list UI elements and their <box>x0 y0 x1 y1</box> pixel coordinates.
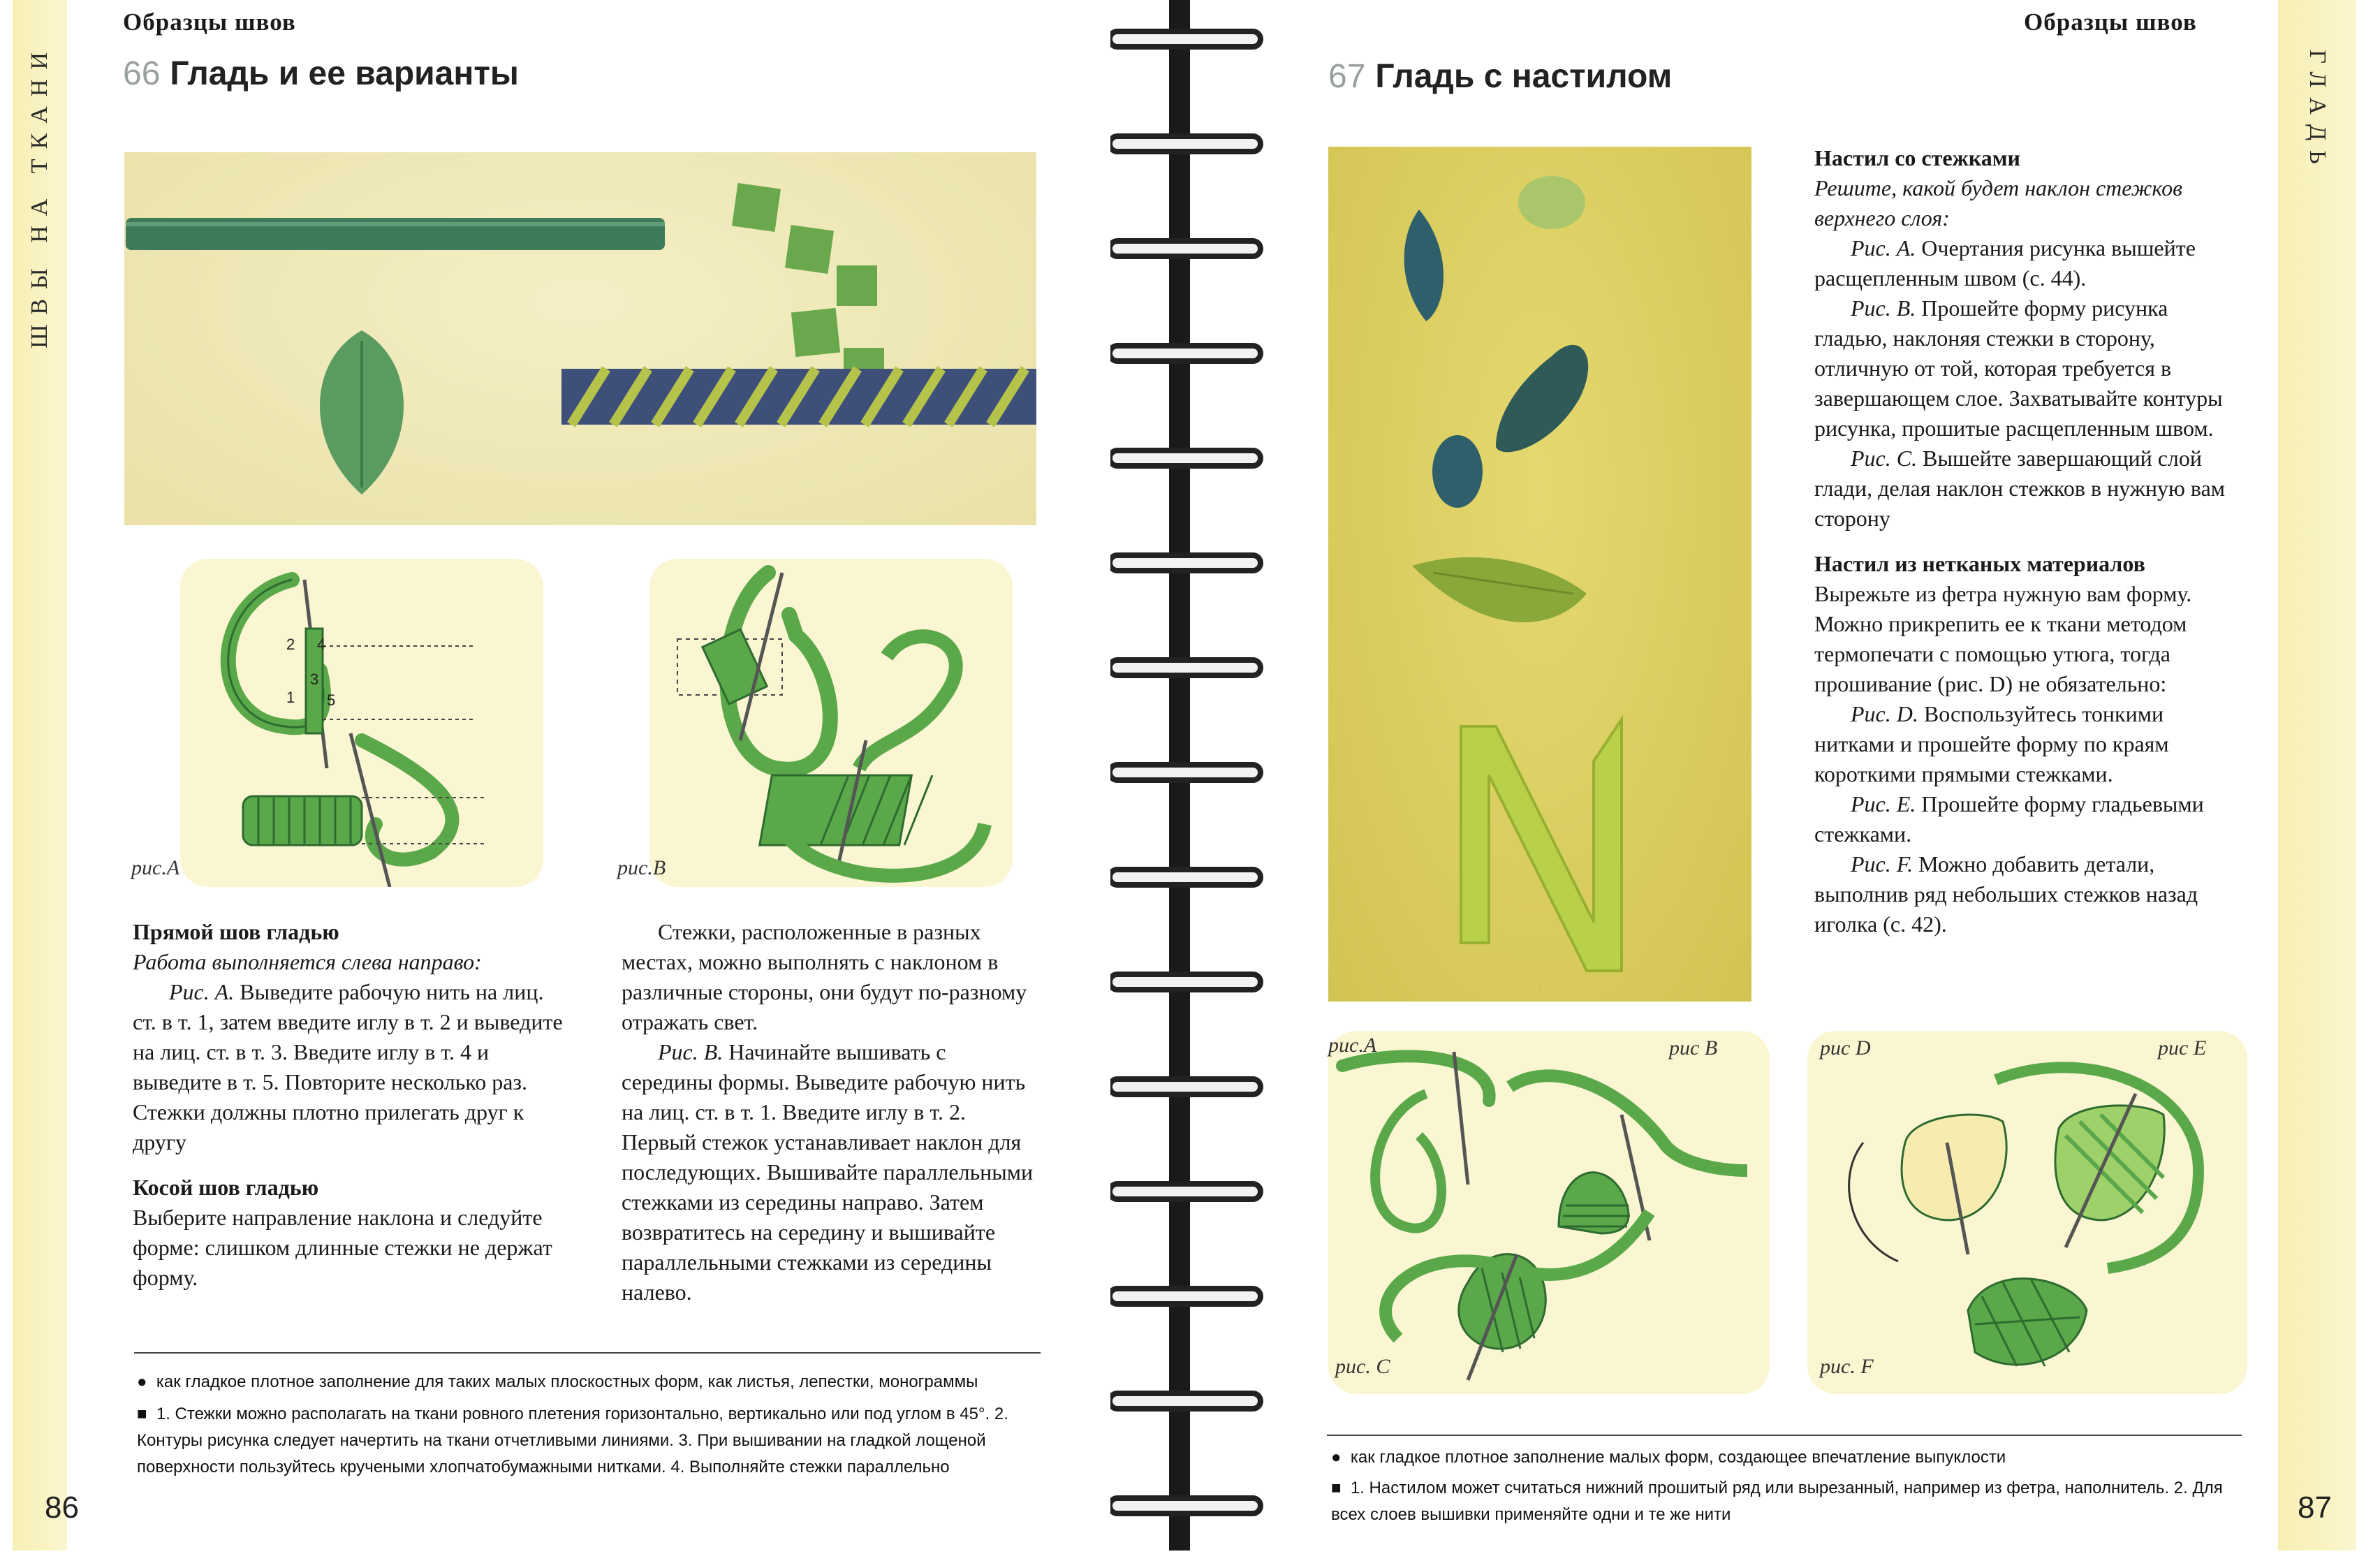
circle-bullet-icon: ● <box>137 1372 147 1391</box>
right-footnote-rule <box>1327 1435 2242 1436</box>
para-straight-satin <box>133 977 566 1157</box>
text-fig-b: Начинайте вышивать с середины формы. Выведите рабочую нить на лиц. ст. в т. 1. Введите иглу в т. 2. Первый стежок устанавливает наклон для последующих. Вышивайте параллельными стежками из середины направо. Затем возвратитесь на середину и вышивайте параллельными стежками из середины налево. <box>622 1039 1034 1305</box>
photo-letter: N <box>1538 985 1541 990</box>
right-text-column <box>1814 143 2240 939</box>
diagram-b-drawing <box>649 559 1013 887</box>
left-footnotes <box>137 1369 1038 1481</box>
heading-slanted-satin: Косой шов гладью <box>133 1175 319 1200</box>
para-slanted-satin: Выберите направление наклона и следуйте форме: слишком длинные стежки не держат форму. <box>133 1205 552 1290</box>
right-caption-fig-a: рис.А <box>1328 1034 1377 1057</box>
para-fig-e: Рис. Е. Прошейте форму гладьевыми стежками. <box>1814 791 2204 846</box>
right-page-number: 87 <box>2298 1490 2332 1525</box>
right-side-band-label: ГЛАДЬ <box>2305 50 2330 174</box>
left-photo-drawing <box>124 152 1036 525</box>
right-footnotes <box>1331 1444 2239 1528</box>
para-fig-f: Рис. F. Можно добавить детали, выполнив ряд небольших стежков назад иголка (с. 42). <box>1814 851 2198 937</box>
text-fig-a: Выведите рабочую нить на лиц. ст. в т. 1, затем введите иглу в т. 2 и выведите на лиц. ст. в т. 3. Введите иглу в т. 4 и выведите в т. 5. Повторите несколько раз. Стежки должны плотно прилегать друг к другу <box>133 979 563 1154</box>
left-embroidery-photo <box>124 152 1036 525</box>
right-embroidery-photo <box>1328 147 1751 1002</box>
heading-padded-stitches: Настил со стежками <box>1814 145 2020 170</box>
left-section-title-text: Гладь и ее варианты <box>170 55 519 92</box>
left-caption-fig-b: рис.В <box>617 856 666 879</box>
right-footnote-tips: ■ 1. Настилом может считаться нижний прошитый ряд или вырезанный, например из фетра, наполнитель. 2. Для всех слоев вышивки применяйте одни и те же нити <box>1331 1479 2223 1524</box>
spiral-binding <box>1110 0 1264 1551</box>
square-bullet-icon: ■ <box>137 1405 147 1423</box>
para-fig-b <box>622 1037 1041 1307</box>
para-stitch-directions: Стежки, расположенные в разных местах, можно выполнять с наклоном в различные стороны, они будут по-разному отражать свет. <box>622 919 1027 1034</box>
para-fig-a-right: Рис. А. Очертания рисунка вышейте расщепленным швом (с. 44). <box>1814 235 2196 291</box>
diagram-abc-drawing <box>1328 1031 1770 1394</box>
svg-text:4: 4 <box>317 636 326 653</box>
label-fig-b: Рис. В. <box>658 1039 723 1064</box>
svg-text:3: 3 <box>310 670 319 688</box>
left-text-column-1 <box>133 917 566 1293</box>
right-photo-drawing <box>1328 147 1751 1002</box>
right-footnote-usage: ● как гладкое плотное заполнение малых форм, создающее впечатление выпуклости <box>1331 1448 2006 1467</box>
left-side-band-label: ШВЫ НА ТКАНИ <box>27 43 52 349</box>
right-caption-fig-d: рис D <box>1820 1036 1871 1060</box>
left-footnote-usage: ● как гладкое плотное заполнение для таких малых плоскостных форм, как листья, лепестки, монограммы <box>137 1372 978 1391</box>
left-diagram-b <box>649 559 1013 887</box>
right-page-header: Образцы швов <box>2024 8 2197 36</box>
left-text-column-2 <box>622 917 1041 1307</box>
para-nonwoven-padding: Вырежьте из фетра нужную вам форму. Можно прикрепить ее к ткани методом термопечати с помощью утюга, тогда прошивание (рис. D) не обязательно: <box>1814 581 2192 696</box>
heading-nonwoven-padding: Настил из нетканых материалов <box>1814 551 2145 576</box>
right-caption-fig-b: рис В <box>1669 1036 1718 1060</box>
diagram-def-drawing <box>1807 1031 2247 1394</box>
square-bullet-icon: ■ <box>1331 1479 1342 1497</box>
spiral-binding-drawing <box>1110 0 1264 1551</box>
svg-text:2: 2 <box>286 636 295 653</box>
left-caption-fig-a: рис.А <box>131 856 180 879</box>
right-diagram-def <box>1807 1031 2247 1394</box>
right-diagram-abc <box>1328 1031 1770 1394</box>
note-padded-stitches: Решите, какой будет наклон стежков верхнего слоя: <box>1814 175 2183 230</box>
right-caption-fig-f: рис. F <box>1820 1355 1874 1378</box>
right-side-band <box>2278 0 2356 1551</box>
left-page-header: Образцы швов <box>123 8 296 36</box>
svg-text:1: 1 <box>286 689 295 706</box>
left-footnote-tips: ■ 1. Стежки можно располагать на ткани ровного плетения горизонтально, вертикально или под углом в 45°. 2. Контуры рисунка следует начертить на ткани отчетливыми линиями. 3. При вышивании на гладкой лощеной поверхности пользуйтесь кручеными хлопчатобумажными нитками. 4. Выполняйте стежки параллельно <box>137 1405 1008 1476</box>
left-section-title <box>123 54 519 93</box>
left-footnote-rule <box>134 1352 1041 1354</box>
right-caption-fig-e: рис Е <box>2158 1036 2207 1060</box>
label-fig-a: Рис. А. <box>169 979 235 1004</box>
right-caption-fig-c: рис. С <box>1335 1355 1390 1378</box>
para-fig-d: Рис. D. Воспользуйтесь тонкими нитками и прошейте форму по краям короткими прямыми стежками. <box>1814 701 2169 786</box>
para-fig-c-right: Рис. С. Вышейте завершающий слой глади, делая наклон стежков в нужную вам сторону <box>1814 446 2226 531</box>
left-diagram-a <box>180 559 543 887</box>
svg-text:5: 5 <box>327 691 336 709</box>
note-straight-satin: Работа выполняется слева направо: <box>133 949 482 974</box>
left-page-number: 86 <box>45 1490 79 1525</box>
right-section-title <box>1328 57 1672 96</box>
heading-straight-satin: Прямой шов гладью <box>133 919 339 944</box>
right-section-number: 67 <box>1328 58 1366 95</box>
right-section-title-text: Гладь с настилом <box>1375 58 1673 95</box>
left-section-number: 66 <box>123 55 161 92</box>
para-fig-b-right: Рис. В. Прошейте форму рисунка гладью, наклоняя стежки в сторону, отличную от той, которая требуется в завершающем слое. Захватывайте контуры рисунка, прошитые расщепленным швом. <box>1814 295 2223 441</box>
circle-bullet-icon: ● <box>1331 1448 1342 1467</box>
diagram-a-drawing <box>180 559 543 887</box>
